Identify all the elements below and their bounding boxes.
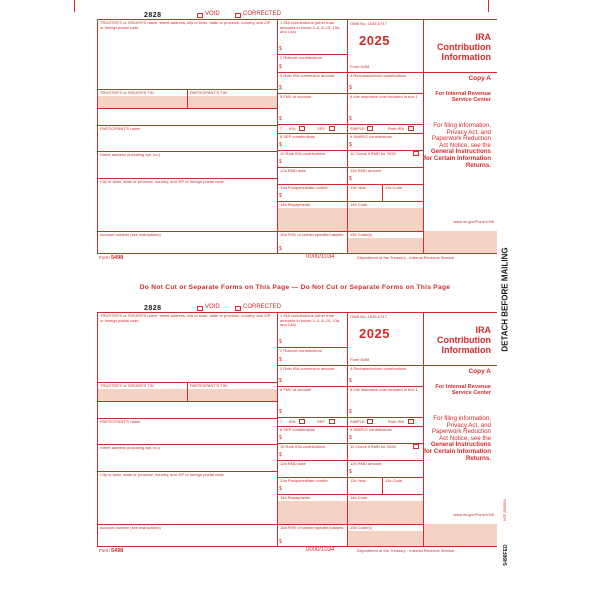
dollar-sign: $ — [279, 378, 282, 384]
crop-mark — [74, 0, 75, 12]
dollar-sign: $ — [279, 193, 282, 199]
box7-simple-checkbox[interactable] — [367, 419, 373, 424]
dollar-sign: $ — [279, 452, 282, 458]
box9-label: 9 SIMPLE contributions — [350, 427, 392, 432]
trustee-tin-field[interactable] — [98, 96, 187, 108]
form-5498 — [97, 0, 497, 264]
dollar-sign: $ — [279, 46, 282, 52]
box1-label: 1 IRA contributions (other than amounts in boxes 2–4, 8–10, 13a, and 14a) — [280, 313, 341, 328]
dollar-sign: $ — [349, 435, 352, 441]
tax-year: 2025 — [359, 326, 390, 341]
instructions-text: For filing information, Privacy Act, and Paperwork Reduction Act Notice, see the General Instructions for Certain Information Returns. — [423, 415, 491, 462]
footer-department: Department of the Treasury - Internal Revenue Service — [357, 548, 455, 553]
participant-name-label: PARTICIPANT'S name — [100, 419, 141, 424]
box6-label: 6 Life insurance cost included in box 1 — [350, 387, 418, 392]
form-code: 2828 — [144, 12, 162, 19]
side-form-code: 5498FED — [503, 544, 509, 566]
box12b-label: 12b RMD amount — [350, 168, 382, 173]
side-small-code: NTF 2560554 — [503, 499, 507, 521]
void-label: VOID — [205, 304, 220, 310]
box5-label: 5 FMV of account — [280, 94, 312, 99]
box7-sep-label: SEP — [317, 419, 326, 424]
for-irs-text: For Internal Revenue Service Center — [435, 384, 491, 397]
box14a-label: 14a Repayments — [280, 202, 311, 207]
box5-label: 5 FMV of account — [280, 387, 312, 392]
corrected-checkbox[interactable] — [235, 13, 241, 18]
city-label: City or town, state or province, country, and ZIP or foreign postal code — [100, 472, 224, 477]
dollar-sign: $ — [279, 486, 282, 492]
instructions-text: For filing information, Privacy Act, and Paperwork Reduction Act Notice, see the General Instructions for Certain Information Returns. — [423, 122, 491, 169]
box7-roth-checkbox[interactable] — [408, 126, 414, 131]
dollar-sign: $ — [279, 64, 282, 70]
box6-label: 6 Life insurance cost included in box 1 — [350, 94, 418, 99]
box11-checkbox[interactable] — [413, 444, 419, 449]
dollar-sign: $ — [279, 409, 282, 415]
dollar-sign: $ — [279, 142, 282, 148]
footer-form: Form 5498 — [99, 255, 124, 261]
dollar-sign: $ — [349, 116, 352, 122]
dollar-sign: $ — [279, 85, 282, 91]
dollar-sign: $ — [279, 339, 282, 345]
box10-label: 10 Roth IRA contributions — [280, 151, 326, 156]
void-checkbox[interactable] — [197, 306, 203, 311]
box7-ira-checkbox[interactable] — [299, 419, 305, 424]
dollar-sign: $ — [279, 435, 282, 441]
box3-label: 3 Roth IRA conversion amount — [280, 73, 335, 78]
box12a-label: 12a RMD date — [280, 168, 306, 173]
box7-sep-label: SEP — [317, 126, 326, 131]
dollar-sign: $ — [279, 539, 282, 545]
box2-label: 2 Rollover contributions — [280, 55, 322, 60]
box14a-label: 14a Repayments — [280, 495, 311, 500]
box13c-label: 13c Code — [385, 185, 403, 190]
detach-text: DETACH BEFORE MAILING — [500, 247, 510, 352]
trustee-tin-label: TRUSTEE'S or ISSUER'S TIN — [100, 90, 154, 95]
box7-simple-label: SIMPLE — [350, 419, 365, 424]
box7-ira-label: IRA — [289, 419, 296, 424]
copy-label: Copy A — [468, 368, 491, 375]
irs-url: www.irs.gov/Form1099 — [453, 512, 494, 517]
void-checkbox[interactable] — [197, 13, 203, 18]
box7-roth-checkbox[interactable] — [408, 419, 414, 424]
trustee-label: TRUSTEE'S or ISSUER'S name, street address, city or town, state or province, country, and ZIP or foreign postal code — [100, 20, 271, 30]
irs-url: www.irs.gov/Form1099 — [453, 219, 494, 224]
omb-number: OMB No. 1545-0747 — [350, 314, 387, 319]
box14b-label: 14b Code — [350, 202, 368, 207]
dollar-sign: $ — [349, 409, 352, 415]
dollar-sign: $ — [349, 469, 352, 475]
right-shaded-area — [424, 524, 497, 546]
box14b-label: 14b Code — [350, 495, 368, 500]
box15b-field[interactable] — [348, 238, 423, 253]
omb-number: OMB No. 1545-0747 — [350, 21, 387, 26]
corrected-label: CORRECTED — [243, 304, 282, 310]
dollar-sign: $ — [279, 357, 282, 363]
box7-ira-label: IRA — [289, 126, 296, 131]
box8-label: 8 SEP contributions — [280, 427, 316, 432]
footer-code: 0000/1034 — [306, 547, 335, 553]
account-label: Account number (see instructions) — [100, 525, 161, 530]
participant-tin-label: PARTICIPANT'S TIN — [190, 383, 227, 388]
box10-label: 10 Roth IRA contributions — [280, 444, 326, 449]
box7-label: 7 — [280, 126, 283, 131]
dollar-sign: $ — [349, 142, 352, 148]
form-label-small: Form 5498 — [350, 357, 370, 362]
box13a-label: 13a Postponed/late contrib. — [280, 185, 329, 190]
account-label: Account number (see instructions) — [100, 232, 161, 237]
participant-tin-label: PARTICIPANT'S TIN — [190, 90, 227, 95]
participant-name-label: PARTICIPANT'S name — [100, 126, 141, 131]
box7-label: 7 — [280, 419, 283, 424]
dollar-sign: $ — [349, 378, 352, 384]
box7-roth-label: Roth IRA — [388, 126, 405, 131]
box15a-label: 15a FMV of certain specified assets — [280, 525, 344, 530]
box14b-field[interactable] — [348, 208, 423, 231]
participant-tin-field[interactable] — [188, 96, 277, 108]
box7-roth-label: Roth IRA — [388, 419, 405, 424]
dollar-sign: $ — [279, 246, 282, 252]
dollar-sign: $ — [349, 85, 352, 91]
box13c-label: 13c Code — [385, 478, 403, 483]
footer-department: Department of the Treasury - Internal Revenue Service — [357, 255, 455, 260]
box13a-label: 13a Postponed/late contrib. — [280, 478, 329, 483]
trustee-tin-label: TRUSTEE'S or ISSUER'S TIN — [100, 383, 154, 388]
box7-simple-label: SIMPLE — [350, 126, 365, 131]
void-label: VOID — [205, 11, 220, 17]
cut-line-text: Do Not Cut or Separate Forms on This Page — Do Not Cut or Separate Forms on This Page — [139, 284, 451, 291]
corrected-checkbox[interactable] — [235, 306, 241, 311]
box15b-label: 15b Code(s) — [350, 232, 373, 237]
right-shaded-area — [424, 231, 497, 253]
city-label: City or town, state or province, country, and ZIP or foreign postal code — [100, 179, 224, 184]
box3-label: 3 Roth IRA conversion amount — [280, 366, 335, 371]
copy-label: Copy A — [468, 75, 491, 82]
box8-label: 8 SEP contributions — [280, 134, 316, 139]
box15a-label: 15a FMV of certain specified assets — [280, 232, 344, 237]
box15b-field[interactable] — [348, 531, 423, 546]
form-code: 2828 — [144, 305, 162, 312]
tax-year: 2025 — [359, 33, 390, 48]
form-label-small: Form 5498 — [350, 64, 370, 69]
footer-code: 0000/1034 — [306, 254, 335, 260]
box9-label: 9 SIMPLE contributions — [350, 134, 392, 139]
box13b-label: 13b Year — [350, 478, 366, 483]
box7-sep-checkbox[interactable] — [329, 419, 335, 424]
street-label: Street address (including apt. no.) — [100, 445, 161, 450]
for-irs-text: For Internal Revenue Service Center — [435, 91, 491, 104]
box1-label: 1 IRA contributions (other than amounts in boxes 2–4, 8–10, 13a, and 14a) — [280, 20, 341, 35]
form-5498 — [97, 281, 497, 557]
participant-tin-field[interactable] — [188, 389, 277, 401]
box14a-field[interactable] — [278, 208, 347, 231]
box11-checkbox[interactable] — [413, 151, 419, 156]
box11-label: 11 Check if RMD for 2026 — [350, 151, 396, 156]
box14b-field[interactable] — [348, 501, 423, 524]
box4-label: 4 Recharacterized contributions — [350, 73, 407, 78]
box14a-field[interactable] — [278, 501, 347, 524]
box4-label: 4 Recharacterized contributions — [350, 366, 407, 371]
box7-sep-checkbox[interactable] — [329, 126, 335, 131]
dollar-sign: $ — [279, 116, 282, 122]
dollar-sign: $ — [349, 176, 352, 182]
form-title: IRA Contribution Information — [437, 32, 491, 62]
street-label: Street address (including apt. no.) — [100, 152, 161, 157]
box7-ira-checkbox[interactable] — [299, 126, 305, 131]
dollar-sign: $ — [279, 159, 282, 165]
footer-form: Form 5498 — [99, 548, 124, 554]
box2-label: 2 Rollover contributions — [280, 348, 322, 353]
box12b-label: 12b RMD amount — [350, 461, 382, 466]
box7-simple-checkbox[interactable] — [367, 126, 373, 131]
box12a-label: 12a RMD date — [280, 461, 306, 466]
box13b-label: 13b Year — [350, 185, 366, 190]
box11-label: 11 Check if RMD for 2026 — [350, 444, 396, 449]
form-title: IRA Contribution Information — [437, 325, 491, 355]
trustee-label: TRUSTEE'S or ISSUER'S name, street address, city or town, state or province, country, and ZIP or foreign postal code — [100, 313, 271, 323]
box15b-label: 15b Code(s) — [350, 525, 373, 530]
corrected-label: CORRECTED — [243, 11, 282, 17]
trustee-tin-field[interactable] — [98, 389, 187, 401]
